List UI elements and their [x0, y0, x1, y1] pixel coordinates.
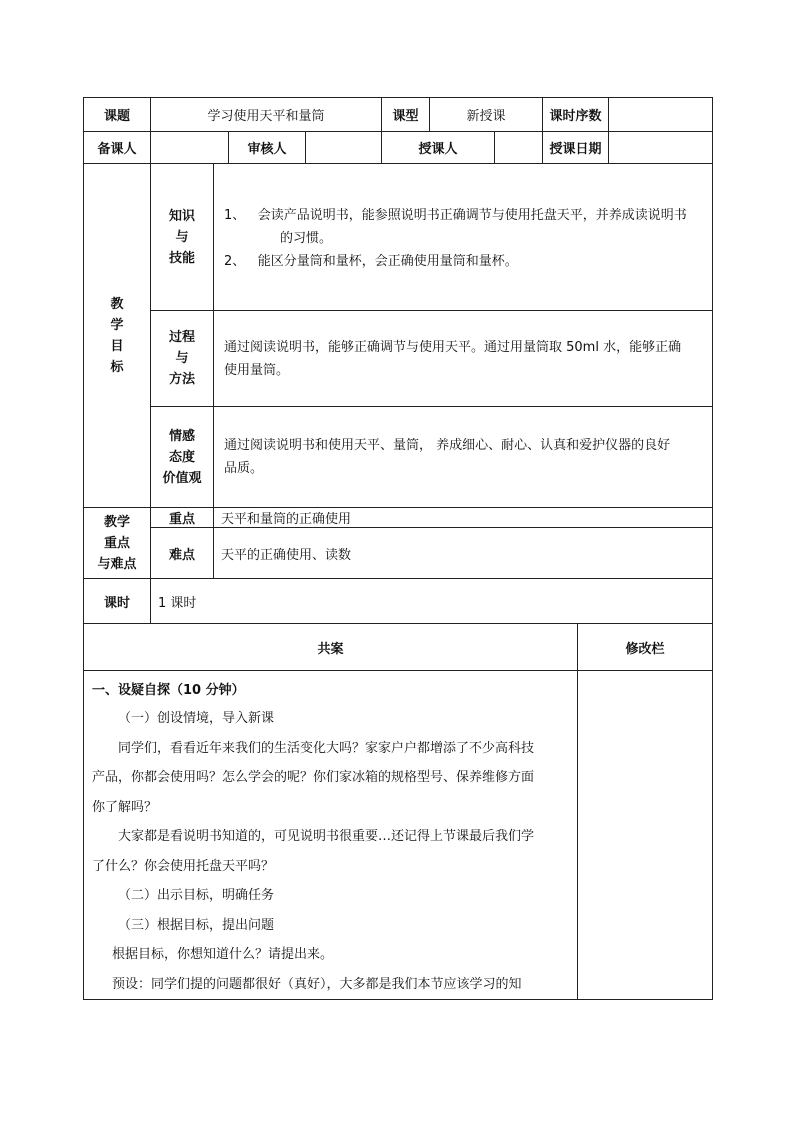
plan-paragraph: 大家都是看说明书知道的，可见说明书很重要…还记得上节课最后我们学 — [118, 829, 535, 844]
teacher-label: 授课人 — [382, 132, 495, 164]
plan-paragraph: （一）创设情境，导入新课 — [118, 711, 275, 726]
process-content: 通过阅读说明书，能够正确调节与使用天平。通过用量筒取 50ml 水，能够正确 使用量筒。 — [214, 311, 713, 407]
seq-value-cell — [609, 98, 713, 132]
date-value — [609, 132, 713, 164]
knowledge-item-2: 2、 能区分量筒和量杯，会正确使用量筒和量杯。 — [224, 254, 518, 269]
knowledge-item-1-cont: 的习惯。 — [280, 231, 333, 246]
key-value: 天平和量筒的正确使用 — [214, 508, 713, 528]
difficult-label: 难点 — [151, 528, 214, 579]
period-value: 1 课时 — [151, 579, 713, 624]
revise-column — [578, 671, 713, 1000]
plan-paragraph: 产品，你都会使用吗？怎么学会的呢？你们家冰箱的规格型号、保养维修方面 — [92, 770, 535, 785]
date-label: 授课日期 — [543, 132, 609, 164]
seq-label-cell: 课时序数 — [543, 98, 609, 132]
plan-paragraph: 预设：同学们提的问题都很好（真好），大多都是我们本节应该学习的知 — [112, 976, 522, 992]
teacher-value — [495, 132, 543, 164]
plan-table — [83, 623, 713, 1000]
key-label: 重点 — [151, 508, 214, 528]
type-label-cell: 课型 — [382, 98, 430, 132]
lesson-plan-page — [83, 97, 712, 1000]
knowledge-item-1: 1、 会读产品说明书，能参照说明书正确调节与使用托盘天平，并养成读说明书 — [224, 208, 687, 223]
topic-label-cell: 课题 — [84, 98, 151, 132]
type-value-cell: 新授课 — [430, 98, 543, 132]
revise-column-header: 修改栏 — [578, 624, 713, 671]
knowledge-content — [214, 164, 713, 311]
plan-paragraph: 根据目标，你想知道什么？请提出来。 — [112, 947, 334, 962]
objectives-table — [83, 163, 713, 624]
header-grid — [83, 97, 713, 164]
shared-plan-header: 共案 — [84, 624, 578, 671]
emotion-content: 通过阅读说明书和使用天平、量筒， 养成细心、耐心、认真和爱护仪器的良好 品质。 — [214, 407, 713, 508]
objectives-title: 教 学 目 标 — [84, 164, 151, 508]
difficult-value: 天平的正确使用、读数 — [214, 528, 713, 579]
plan-body — [84, 671, 578, 1000]
plan-paragraph: （二）出示目标，明确任务 — [118, 888, 275, 903]
process-label: 过程 与 方法 — [151, 311, 214, 407]
topic-value-cell: 学习使用天平和量筒 — [151, 98, 382, 132]
plan-paragraph: 同学们，看看近年来我们的生活变化大吗？家家户户都增添了不少高科技 — [118, 740, 535, 756]
keypoints-title: 教学 重点 与难点 — [84, 508, 151, 579]
knowledge-label: 知识 与 技能 — [151, 164, 214, 311]
plan-paragraph: 了什么？你会使用托盘天平吗？ — [92, 858, 275, 874]
plan-paragraph: （三）根据目标，提出问题 — [118, 917, 275, 933]
preparer-label: 备课人 — [84, 132, 151, 164]
period-label: 课时 — [84, 579, 151, 624]
section-title: 一、设疑自探（10 分钟） — [92, 683, 245, 698]
emotion-label: 情感 态度 价值观 — [151, 407, 214, 508]
reviewer-label: 审核人 — [229, 132, 306, 164]
plan-paragraph: 你了解吗？ — [92, 799, 158, 815]
reviewer-value — [306, 132, 382, 164]
preparer-value — [151, 132, 229, 164]
